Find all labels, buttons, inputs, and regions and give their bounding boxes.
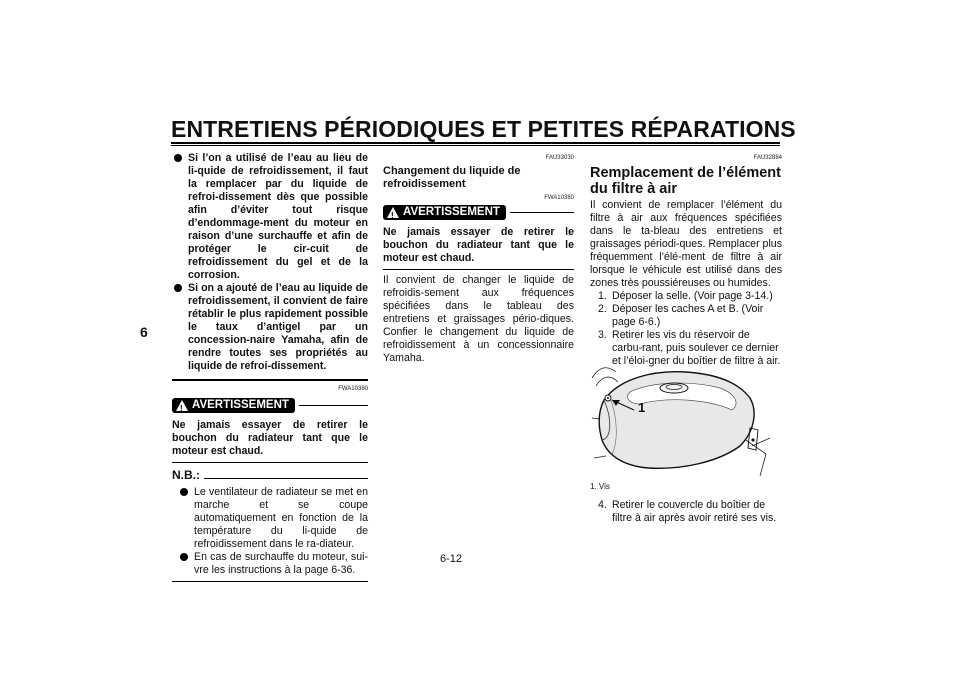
warning-icon: ! [387,207,399,218]
warning-header [383,205,574,220]
bullet-icon [180,553,188,561]
warning-text: Ne jamais essayer de retirer le bouchon du radiateur tant que le moteur est chaud. [172,419,368,457]
warning-bullets [172,152,368,373]
list-item: En cas de surchauffe du moteur, sui-vre les instructions à la page 6-36. [178,551,368,577]
list-item: Le ventilateur de radiateur se met en marche et se coupe automatiquement en fonction de la température du li-quide de refroidissement dans le ra-diateur. [178,486,368,551]
warning-code: FWA10380 [338,386,368,392]
warning-text: Ne jamais essayer de retirer le bouchon du radiateur tant que le moteur est chaud. [383,226,574,264]
bullet-icon [174,284,182,292]
section-heading: Remplacement de l’élément du filtre à air [590,165,781,197]
section-code: FAU33030 [545,155,574,161]
warning-code: FWA10380 [544,195,574,201]
figure-fuel-tank [590,358,780,480]
bullet-icon [174,154,182,162]
nb-list [172,486,368,577]
nb-label: N.B.: [172,468,200,482]
bullet-icon [180,488,188,496]
figure-callout: 1 [638,400,646,415]
list-item: 3. Retirer les vis du réservoir de carbu-rant, puis soulever ce dernier et l’éloi-gner du boîtier de filtre à air. [598,329,781,367]
warning-icon: ! [176,400,188,411]
list-item: 1. Déposer la selle. (Voir page 3-14.) [598,290,773,302]
warning-badge: ! AVERTISSEMENT [172,398,295,413]
section-rule [172,379,368,381]
section-code: FAU32884 [753,155,782,161]
warning-badge: ! AVERTISSEMENT [383,205,506,220]
step-4-container [590,499,782,525]
list-item: Si l’on a utilisé de l’eau au lieu de li-quide de refroidissement, il faut la remplacer par du liquide de refroi-dissement dès que possible afin d’éviter tout risque d’endommage-ment du moteur en raison d’une surchauffe et afin de protéger le cir-cuit de refroidissement du gel et de la corrosion. [172,152,368,282]
step-list [590,290,782,368]
list-item: Si on a ajouté de l’eau au liquide de refroidissement, il convient de faire rétablir le plus rapidement possible le taux d’antigel par un concession-naire Yamaha, afin de rendre toutes ses propriétés au liquide de refroi-dissement. [172,282,368,373]
column-1 [172,152,368,582]
list-item: 4. Retirer le couvercle du boîtier de filtre à air après avoir retiré ses vis. [598,499,777,524]
column-3 [590,152,782,368]
page-title: ENTRETIENS PÉRIODIQUES ET PETITES RÉPARATIONS [171,116,796,142]
chapter-tab: 6 [140,324,148,340]
warning-header [172,398,368,413]
paragraph: Il convient de remplacer l’élément du filtre à air aux fréquences spécifiées dans le ta-bleau des entretiens et graissages périodi-ques. Remplacer plus fréquemment l’élé-ment de filtre à air lorsque le véhicule est utilisé dans des zones très poussiéreuses ou humides. [590,199,782,289]
section-heading: Changement du liquide de refroidissement [383,165,521,190]
list-item: 2. Déposer les caches A et B. (Voir page 6-6.) [598,303,764,328]
nb-header [172,469,368,482]
title-rule [171,142,780,144]
fuel-tank-illustration [590,358,780,480]
page-number: 6-12 [440,553,463,565]
figure-caption: 1. Vis [590,482,610,491]
paragraph: Il convient de changer le liquide de refroidis-sement aux fréquences spécifiées dans le tableau des entretiens et graissages pério-diques. Confier le changement du liquide de refroidissement à un concessionnaire Yamaha. [383,274,574,364]
title-rule-thin [171,145,780,146]
column-2 [383,152,574,365]
